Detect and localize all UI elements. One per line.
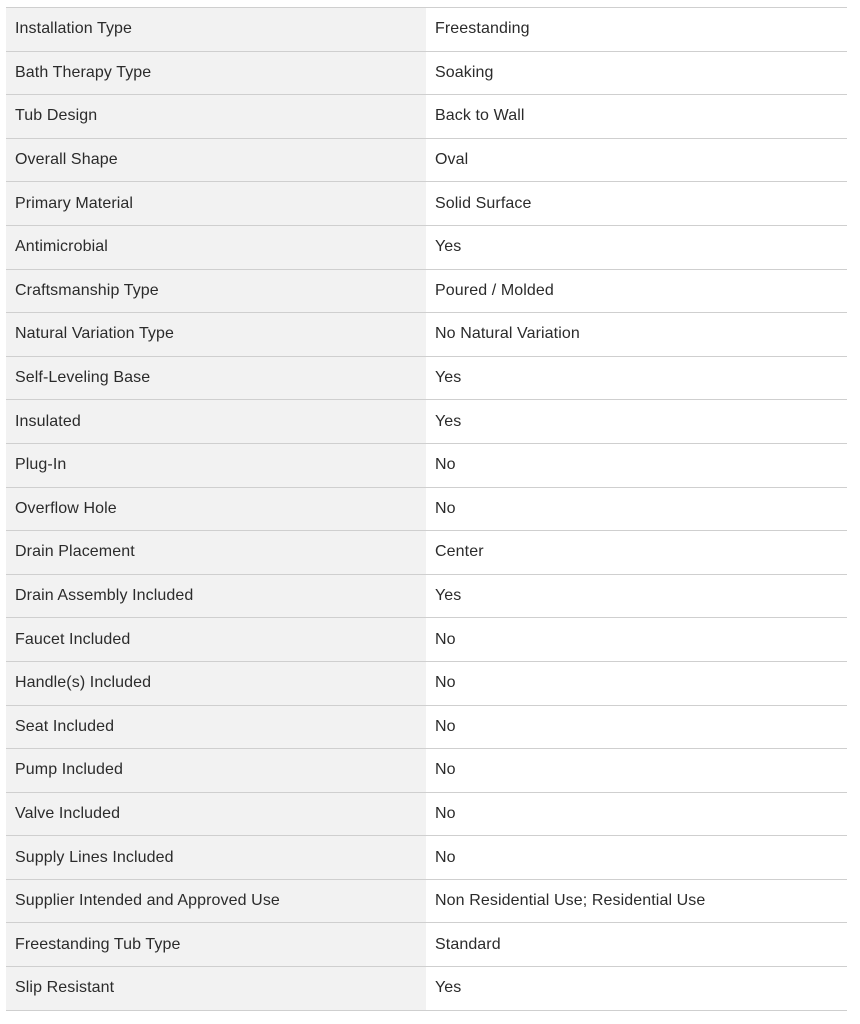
table-row — [6, 139, 847, 183]
table-row — [6, 8, 847, 52]
table-row — [6, 575, 847, 619]
spec-value: Yes — [426, 575, 847, 618]
spec-value: Yes — [426, 357, 847, 400]
spec-label: Tub Design — [6, 95, 426, 138]
spec-label: Handle(s) Included — [6, 662, 426, 705]
spec-label: Supplier Intended and Approved Use — [6, 880, 426, 923]
spec-value: Back to Wall — [426, 95, 847, 138]
spec-label: Supply Lines Included — [6, 836, 426, 879]
spec-value: Solid Surface — [426, 182, 847, 225]
spec-value: No — [426, 706, 847, 749]
table-row — [6, 270, 847, 314]
table-row — [6, 662, 847, 706]
spec-value: No — [426, 793, 847, 836]
spec-value: No — [426, 662, 847, 705]
spec-label: Plug-In — [6, 444, 426, 487]
spec-label: Overflow Hole — [6, 488, 426, 531]
spec-value: Soaking — [426, 52, 847, 95]
spec-label: Antimicrobial — [6, 226, 426, 269]
spec-label: Drain Assembly Included — [6, 575, 426, 618]
spec-label: Installation Type — [6, 8, 426, 51]
table-row — [6, 444, 847, 488]
spec-label: Slip Resistant — [6, 967, 426, 1010]
spec-label: Freestanding Tub Type — [6, 923, 426, 966]
spec-value: Poured / Molded — [426, 270, 847, 313]
spec-label: Primary Material — [6, 182, 426, 225]
table-row — [6, 749, 847, 793]
spec-value: Yes — [426, 400, 847, 443]
spec-label: Insulated — [6, 400, 426, 443]
spec-value: Standard — [426, 923, 847, 966]
spec-label: Overall Shape — [6, 139, 426, 182]
table-row — [6, 531, 847, 575]
spec-value: Yes — [426, 226, 847, 269]
table-row — [6, 706, 847, 750]
table-row — [6, 182, 847, 226]
spec-label: Pump Included — [6, 749, 426, 792]
table-row — [6, 313, 847, 357]
table-row — [6, 52, 847, 96]
table-row — [6, 967, 847, 1011]
specifications-table — [6, 7, 847, 1011]
spec-value: No — [426, 836, 847, 879]
spec-label: Natural Variation Type — [6, 313, 426, 356]
spec-value: No — [426, 618, 847, 661]
table-row — [6, 923, 847, 967]
table-row — [6, 836, 847, 880]
table-row — [6, 793, 847, 837]
table-row — [6, 880, 847, 924]
spec-label: Drain Placement — [6, 531, 426, 574]
table-row — [6, 488, 847, 532]
spec-label: Valve Included — [6, 793, 426, 836]
table-row — [6, 95, 847, 139]
spec-value: No — [426, 749, 847, 792]
table-row — [6, 400, 847, 444]
spec-value: No — [426, 444, 847, 487]
spec-label: Self-Leveling Base — [6, 357, 426, 400]
table-row — [6, 618, 847, 662]
table-row — [6, 226, 847, 270]
spec-label: Seat Included — [6, 706, 426, 749]
spec-label: Craftsmanship Type — [6, 270, 426, 313]
spec-value: No — [426, 488, 847, 531]
spec-label: Bath Therapy Type — [6, 52, 426, 95]
spec-value: Yes — [426, 967, 847, 1010]
spec-value: Oval — [426, 139, 847, 182]
spec-value: Center — [426, 531, 847, 574]
spec-value: No Natural Variation — [426, 313, 847, 356]
spec-value: Non Residential Use; Residential Use — [426, 880, 847, 923]
table-row — [6, 357, 847, 401]
spec-value: Freestanding — [426, 8, 847, 51]
spec-label: Faucet Included — [6, 618, 426, 661]
